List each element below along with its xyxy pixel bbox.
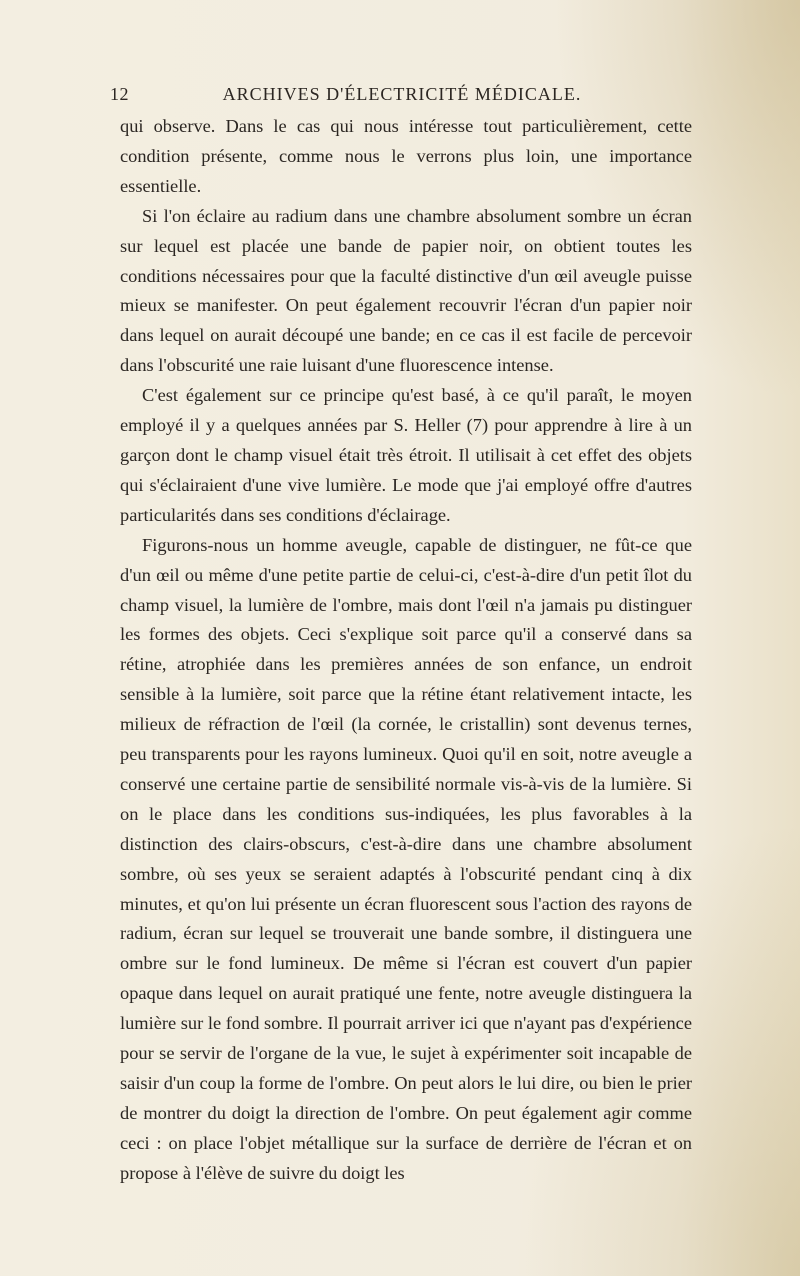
running-title: ARCHIVES D'ÉLECTRICITÉ MÉDICALE. xyxy=(222,84,582,104)
body-text xyxy=(120,112,692,1189)
paragraph-radium-screen: Si l'on éclaire au radium dans une chambre absolument sombre un écran sur lequel est placée une bande de papier noir, on obtient toutes les conditions nécessaires pour que la faculté distinctive d'un œil aveugle puisse mieux se manifester. On peut également recouvrir l'écran d'un papier noir dans lequel on aurait découpé une bande; en ce cas il est facile de percevoir dans l'obscurité une raie luisant d'une fluorescence intense. xyxy=(120,205,692,376)
paragraph-blind-man: Figurons-nous un homme aveugle, capable de distinguer, ne fût-ce que d'un œil ou même d'une petite partie de celui-ci, c'est-à-dire d'un petit îlot du champ visuel, la lumière de l'ombre, mais dont l'œil n'a jamais pu distinguer les formes des objets. Ceci s'explique soit parce qu'il a conservé dans sa rétine, atrophiée dans les premières années de son enfance, un endroit sensible à la lumière, soit parce que la rétine étant relativement intacte, les milieux de réfraction de l'œil (la cornée, le cristallin) sont devenus ternes, peu transparents pour les rayons lumineux. Quoi qu'il en soit, notre aveugle a conservé une certaine partie de sensibilité normale vis-à-vis de la lumière. Si on le place dans les conditions sus-indiquées, les plus favorables à la distinction des clairs-obscurs, c'est-à-dire dans une chambre absolument sombre, où ses yeux se seraient adaptés à l'obscurité pendant cinq à dix minutes, et qu'on lui présente un écran fluorescent sous l'action des rayons de radium, écran sur lequel se trouverait une bande sombre, il distinguera une ombre sur le fond lumineux. De même si l'écran est couvert d'un papier opaque dans lequel on aurait pratiqué une fente, notre aveugle distinguera la lumière sur le fond sombre. Il pourrait arriver ici que n'ayant pas d'expérience pour se servir de l'organe de la vue, le sujet à expérimenter soit incapable de saisir d'un coup la forme de l'ombre. On peut alors le lui dire, ou bien le prier de montrer du doigt la direction de l'ombre. On peut également agir comme ceci : on place l'objet métallique sur la surface de derrière de l'écran et on propose à l'élève de suivre du doigt les xyxy=(120,534,692,1183)
page-header xyxy=(110,84,694,110)
paragraph-continued: qui observe. Dans le cas qui nous intéresse tout particulièrement, cette condition présente, comme nous le verrons plus loin, une importance essentielle. xyxy=(120,116,692,196)
paragraph-heller-method: C'est également sur ce principe qu'est basé, à ce qu'il paraît, le moyen employé il y a quelques années par S. Heller (7) pour apprendre à lire à un garçon dont le champ visuel était très étroit. Il utilisait à cet effet des objets qui s'éclairaient d'une vive lumière. Le mode que j'ai employé offre d'autres particularités dans ses conditions d'éclairage. xyxy=(120,385,692,525)
page-number: 12 xyxy=(110,84,129,104)
